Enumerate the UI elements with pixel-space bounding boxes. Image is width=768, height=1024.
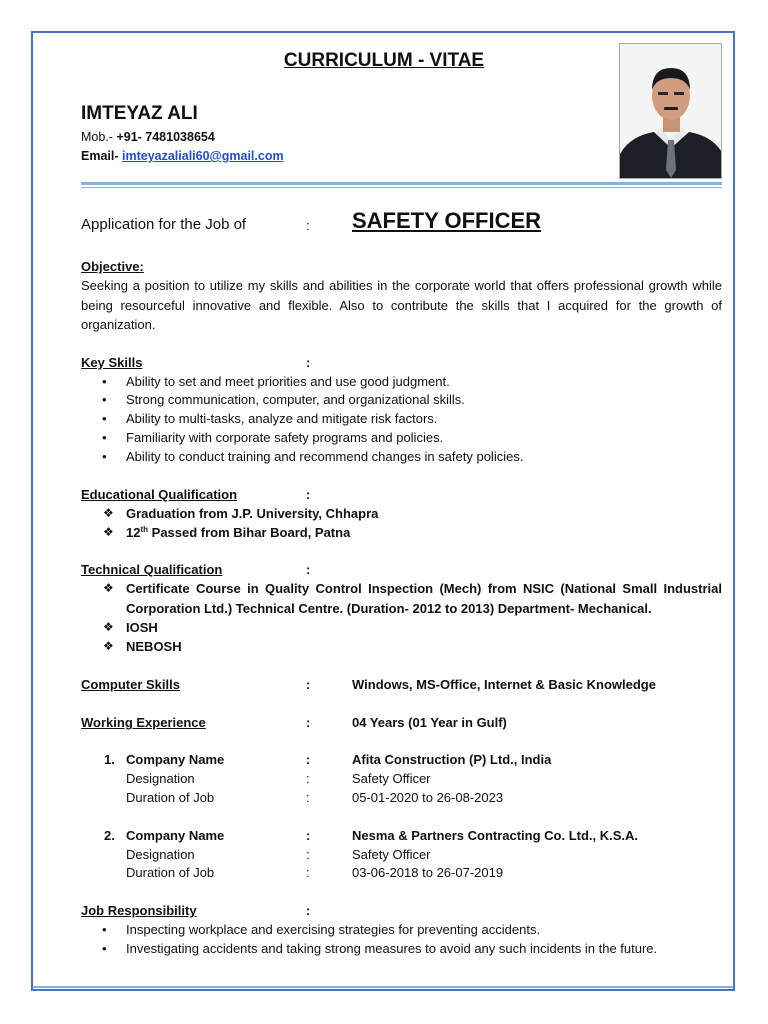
diamond-bullet-icon: ❖ xyxy=(103,506,114,520)
experience-colon: : xyxy=(306,715,311,730)
profile-photo xyxy=(619,43,722,179)
duration-label: Duration of Job xyxy=(126,790,215,805)
technical-course: Certificate Course in Quality Control Inspection (Mech) from NSIC (National Small Industrial Corporation Ltd.) Technical Centre. (Duration- 2012 to 2013) Department- Mechanical. xyxy=(126,581,722,616)
duration-colon: : xyxy=(306,865,310,880)
diamond-bullet-icon: ❖ xyxy=(103,620,114,634)
company-name: Afita Construction (P) Ltd., India xyxy=(352,752,552,767)
header-rule-thick xyxy=(81,182,722,185)
diamond-bullet-icon: ❖ xyxy=(103,525,114,539)
duration-label: Duration of Job xyxy=(126,865,215,880)
designation-value: Safety Officer xyxy=(352,847,431,862)
computer-skills-colon: : xyxy=(306,677,311,692)
job-number: 2. xyxy=(104,828,115,843)
key-skill-item: Ability to conduct training and recommend changes in safety policies. xyxy=(126,449,524,464)
responsibility-item: Investigating accidents and taking strong measures to avoid any such incidents in the future. xyxy=(126,941,658,956)
objective-heading: Objective: xyxy=(81,259,144,274)
education-heading: Educational Qualification xyxy=(81,487,238,502)
experience-heading: Working Experience xyxy=(81,715,206,730)
mobile-label: Mob.- xyxy=(81,130,117,144)
designation-label: Designation xyxy=(126,847,195,862)
key-skill-item: Ability to multi-tasks, analyze and mitigate risk factors. xyxy=(126,411,438,426)
key-skills-colon: : xyxy=(306,355,311,370)
bullet-icon: • xyxy=(102,392,107,407)
company-label: Company Name xyxy=(126,828,225,843)
diamond-bullet-icon: ❖ xyxy=(103,581,114,595)
candidate-name: IMTEYAZ ALI xyxy=(81,103,198,124)
mobile-value: +91- 7481038654 xyxy=(116,130,215,144)
education-item xyxy=(126,525,350,540)
technical-colon: : xyxy=(306,562,311,577)
computer-skills-value: Windows, MS-Office, Internet & Basic Knowledge xyxy=(352,677,656,692)
bullet-icon: • xyxy=(102,941,107,956)
bullet-icon: • xyxy=(102,411,107,426)
key-skills-heading: Key Skills xyxy=(81,355,143,370)
bullet-icon: • xyxy=(102,449,107,464)
duration-colon: : xyxy=(306,790,310,805)
bullet-icon: • xyxy=(102,922,107,937)
objective-text: Seeking a position to utilize my skills and abilities in the corporate world that offers professional growth while being resourceful innovative and flexible. Also to contribute the skills that I acquired for the growth of organization. xyxy=(81,278,722,332)
education-board: Passed from Bihar Board, Patna xyxy=(148,525,351,540)
key-skill-item: Ability to set and meet priorities and use good judgment. xyxy=(126,374,450,389)
job-number: 1. xyxy=(104,752,115,767)
designation-colon: : xyxy=(306,847,310,862)
diamond-bullet-icon: ❖ xyxy=(103,639,114,653)
company-label: Company Name xyxy=(126,752,225,767)
application-colon: : xyxy=(306,218,310,233)
application-label: Application for the Job of xyxy=(81,216,247,233)
document-title: CURRICULUM - VITAE xyxy=(283,50,485,71)
portrait-image xyxy=(620,44,722,179)
responsibility-item: Inspecting workplace and exercising strategies for preventing accidents. xyxy=(126,922,541,937)
education-class: 12 xyxy=(126,525,141,540)
education-item: Graduation from J.P. University, Chhapra xyxy=(126,506,379,521)
footer-rule xyxy=(33,986,733,988)
job-position-title: SAFETY OFFICER xyxy=(352,208,542,233)
ordinal-suffix: th xyxy=(140,525,149,534)
mobile-line xyxy=(81,130,215,144)
education-colon: : xyxy=(306,487,311,502)
key-skill-item: Strong communication, computer, and organizational skills. xyxy=(126,392,465,407)
responsibility-colon: : xyxy=(306,903,311,918)
responsibility-heading: Job Responsibility xyxy=(81,903,197,918)
key-skill-item: Familiarity with corporate safety programs and policies. xyxy=(126,430,444,445)
email-link[interactable]: imteyazaliali60@gmail.com xyxy=(122,149,284,163)
company-colon: : xyxy=(306,828,311,843)
bullet-icon: • xyxy=(102,374,107,389)
designation-value: Safety Officer xyxy=(352,771,431,786)
email-line xyxy=(81,149,284,163)
bullet-icon: • xyxy=(102,430,107,445)
duration-value: 03-06-2018 to 26-07-2019 xyxy=(352,865,504,880)
designation-colon: : xyxy=(306,771,310,786)
computer-skills-heading: Computer Skills xyxy=(81,677,180,692)
company-name: Nesma & Partners Contracting Co. Ltd., K.S.A. xyxy=(352,828,639,843)
technical-item: IOSH xyxy=(126,620,158,635)
designation-label: Designation xyxy=(126,771,195,786)
technical-item: NEBOSH xyxy=(126,639,182,654)
company-colon: : xyxy=(306,752,311,767)
header-rule-thin xyxy=(81,187,722,188)
technical-heading: Technical Qualification xyxy=(81,562,223,577)
experience-value: 04 Years (01 Year in Gulf) xyxy=(352,715,507,730)
email-label: Email- xyxy=(81,149,122,163)
duration-value: 05-01-2020 to 26-08-2023 xyxy=(352,790,504,805)
